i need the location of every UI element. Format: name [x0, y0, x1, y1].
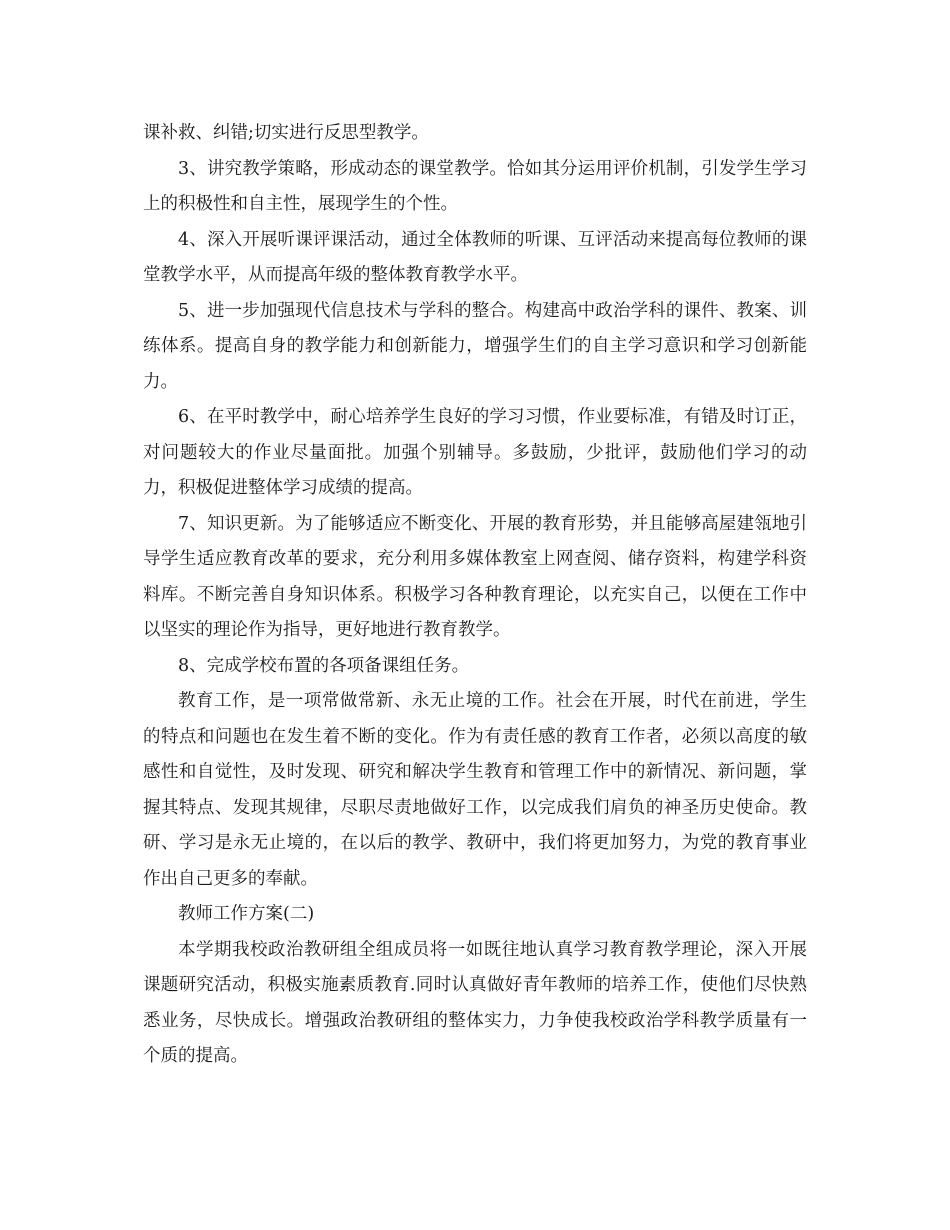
- document-body: [143, 116, 807, 1075]
- paragraph-item-3: 3、讲究教学策略，形成动态的课堂教学。恰如其分运用评价机制，引发学生学习上的积极性和自主性，展现学生的个性。: [143, 158, 807, 214]
- paragraph-conclusion: 教育工作，是一项常做常新、永无止境的工作。社会在开展，时代在前进，学生的特点和问题也在发生着不断的变化。作为有责任感的教育工作者，必须以高度的敏感性和自觉性，及时发现、研究和解决学生教育和管理工作中的新情况、新问题，掌握其特点、发现其规律，尽职尽责地做好工作，以完成我们肩负的神圣历史使命。教研、学习是永无止境的，在以后的教学、教研中，我们将更加努力，为党的教育事业作出自己更多的奉献。: [143, 691, 807, 889]
- paragraph-item-5: 5、进一步加强现代信息技术与学科的整合。构建高中政治学科的课件、教案、训练体系。提高自身的教学能力和创新能力，增强学生们的自主学习意识和学习创新能力。: [143, 300, 807, 392]
- paragraph-item-7: 7、知识更新。为了能够适应不断变化、开展的教育形势，并且能够高屋建瓴地引导学生适应教育改革的要求，充分利用多媒体教室上网查阅、储存资料，构建学科资料库。不断完善自身知识体系。积极学习各种教育理论，以充实自己，以便在工作中以坚实的理论作为指导，更好地进行教育教学。: [143, 513, 807, 640]
- paragraph-item-8: 8、完成学校布置的各项备课组任务。: [178, 655, 470, 676]
- paragraph-continuation: 课补救、纠错;切实进行反思型教学。: [143, 123, 429, 143]
- section-heading: 教师工作方案(二): [178, 904, 315, 924]
- paragraph-item-4: 4、深入开展听课评课活动，通过全体教师的听课、互评活动来提高每位教师的课堂教学水平，从而提高年级的整体教育教学水平。: [143, 229, 807, 285]
- paragraph-intro: 本学期我校政治教研组全组成员将一如既往地认真学习教育教学理论，深入开展课题研究活动，积极实施素质教育.同时认真做好青年教师的培养工作，使他们尽快熟悉业务，尽快成长。增强政治教研组的整体实力，力争使我校政治学科教学质量有一个质的提高。: [143, 939, 807, 1066]
- paragraph-item-6: 6、在平时教学中，耐心培养学生良好的学习习惯，作业要标准，有错及时订正，对问题较大的作业尽量面批。加强个别辅导。多鼓励，少批评，鼓励他们学习的动力，积极促进整体学习成绩的提高。: [143, 407, 807, 498]
